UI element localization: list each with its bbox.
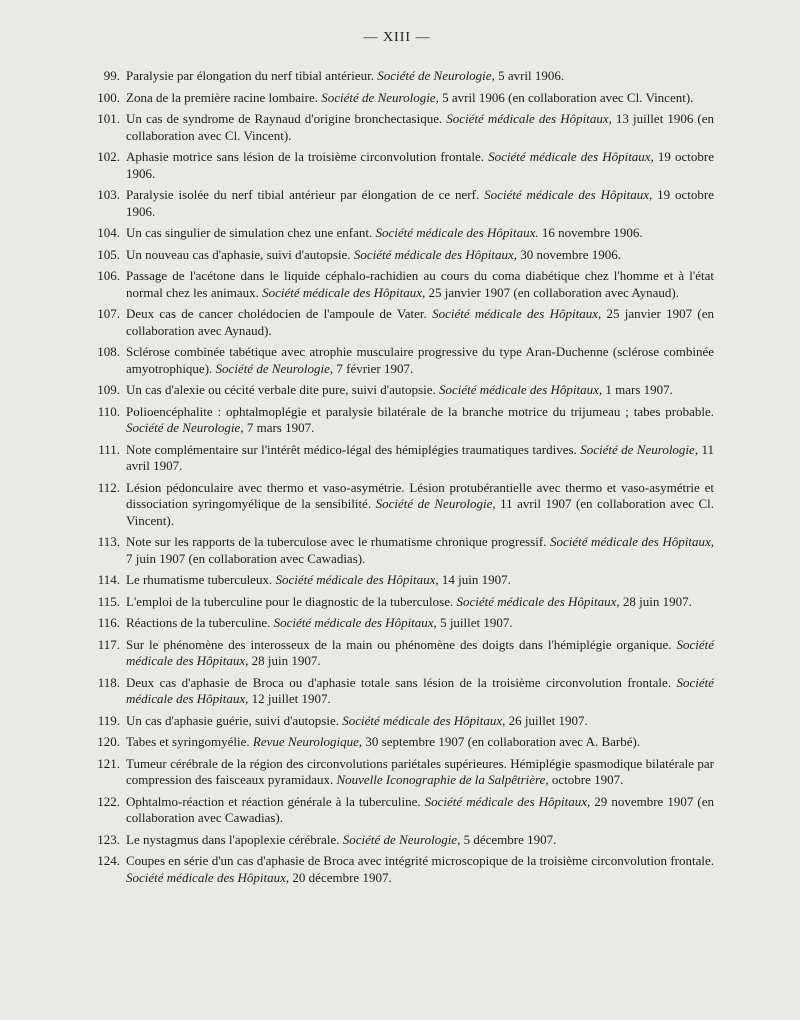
entry-text-segment: Aphasie motrice sans lésion de la troisième circonvolution frontale. (126, 149, 489, 164)
entry-text (126, 615, 714, 632)
journal-citation: Société médicale des Hôpitaux, (262, 284, 426, 300)
entry-text-segment: Note sur les rapports de la tuberculose avec le rhumatisme chronique progressif. (126, 534, 550, 549)
entry-number: 100. (97, 89, 120, 105)
entry-text (126, 247, 714, 264)
bibliography-entry (80, 794, 714, 827)
entry-text-segment: 7 juin 1907 (en collaboration avec Cawadias). (126, 550, 366, 566)
entry-number: 110. (97, 403, 120, 419)
entry-text-segment: Paralysie par élongation du nerf tibial antérieur. (126, 68, 378, 83)
bibliography-entry (80, 90, 714, 107)
entry-number: 113. (97, 534, 120, 549)
entry-number: 124. (97, 853, 120, 868)
entry-text-segment: 13 juillet 1906 (en collaboration avec Cl. Vincent). (126, 111, 715, 143)
entry-text (126, 594, 714, 611)
entry-text-segment: Réactions de la tuberculine. (126, 615, 274, 630)
entry-text-segment: Zona de la première racine lombaire. (126, 89, 322, 105)
journal-citation: Société médicale des Hôpitaux, (549, 534, 715, 549)
journal-citation: Société de Neurologie, (375, 496, 496, 511)
journal-citation: Société médicale des Hôpitaux, (273, 615, 437, 630)
bibliography-entry (80, 534, 714, 567)
bibliography-entry (80, 187, 714, 220)
journal-citation: Société médicale des Hôpitaux, (488, 149, 654, 164)
entry-text-segment: 19 octobre 1906. (126, 187, 715, 219)
entry-number: 119. (97, 712, 120, 728)
entry-text (126, 442, 714, 475)
entry-number: 115. (97, 593, 120, 609)
entry-text-segment: Le rhumatisme tuberculeux. (126, 572, 276, 587)
entry-text (126, 268, 714, 301)
entry-text (126, 713, 714, 730)
entry-text-segment: octobre 1907. (548, 772, 624, 787)
bibliography-entry (80, 442, 714, 475)
bibliography-list (80, 68, 714, 886)
bibliography-entry (80, 404, 714, 437)
entry-number: 107. (97, 306, 120, 321)
entry-number: 106. (97, 268, 120, 283)
entry-number: 118. (97, 674, 120, 690)
journal-citation: Société médicale des Hôpitaux, (484, 187, 653, 202)
entry-number: 117. (97, 636, 120, 652)
entry-text (126, 794, 714, 827)
entry-text-segment: Tumeur cérébrale de la région des circonvolutions pariétales supérieures. Hémiplégie spasmodique bilatérale par compression des faisceaux pyramidaux. (126, 755, 714, 787)
entry-text-segment: Deux cas d'aphasie de Broca ou d'aphasie totale sans lésion de la troisième circonvolution frontale. (126, 674, 677, 690)
entry-number: 104. (97, 225, 120, 240)
entry-text-segment: Paralysie isolée du nerf tibial antérieur par élongation de ce nerf. (126, 187, 485, 202)
entry-text (126, 111, 714, 144)
entry-text-segment: Deux cas de cancer cholédocien de l'ampoule de Vater. (126, 306, 433, 321)
entry-text-segment: 26 juillet 1907. (505, 712, 588, 728)
entry-text-segment: Note complémentaire sur l'intérêt médico-légal des hémiplégies traumatiques tardives. (126, 441, 581, 457)
entry-text-segment: 28 juin 1907. (619, 593, 692, 609)
journal-citation: Société médicale des Hôpitaux, (446, 111, 612, 126)
entry-number: 103. (97, 187, 120, 202)
entry-text (126, 225, 714, 242)
bibliography-entry (80, 111, 714, 144)
entry-text-segment: Polioencéphalite : ophtalmoplégie et paralysie bilatérale de la branche motrice du trijumeau ; tabes probable. (126, 403, 714, 419)
entry-number: 109. (97, 382, 120, 397)
entry-text-segment: 20 décembre 1907. (289, 869, 392, 885)
entry-text-segment: Un cas singulier de simulation chez une enfant. (126, 225, 376, 240)
entry-text-segment: 5 juillet 1907. (436, 615, 513, 630)
entry-text (126, 534, 714, 567)
entry-number: 114. (97, 572, 120, 587)
entry-text (126, 637, 714, 670)
entry-text-segment: 12 juillet 1907. (248, 691, 331, 706)
journal-citation: Société médicale des Hôpitaux, (275, 572, 439, 587)
entry-text-segment: Coupes en série d'un cas d'aphasie de Broca avec intégrité microscopique de la troisième circonvolution frontale. (126, 853, 714, 868)
entry-text-segment: Lésion pédonculaire avec thermo et vaso-asymétrie. Lésion protubérantielle avec thermo et vaso-asymétrie et dissociation syringomyélique de la sensibilité. (126, 479, 714, 511)
bibliography-entry (80, 247, 714, 264)
entry-text-segment: 30 novembre 1906. (516, 246, 621, 262)
entry-text-segment: Un cas de syndrome de Raynaud d'origine bronchectasique. (126, 111, 447, 126)
bibliography-entry (80, 225, 714, 242)
entry-text-segment: Sclérose combinée tabétique avec atrophie musculaire progressive du type Aran-Duchenne (sclérose combinée amyotrophique). (126, 344, 714, 376)
journal-citation: Société médicale des Hôpitaux, (126, 869, 290, 885)
entry-text-segment: Un nouveau cas d'aphasie, suivi d'autopsie. (126, 246, 354, 262)
entry-text (126, 675, 714, 708)
entry-number: 111. (98, 441, 120, 457)
bibliography-entry (80, 344, 714, 377)
journal-citation: Société médicale des Hôpitaux, (456, 593, 620, 609)
journal-citation: Revue Neurologique, (252, 734, 363, 749)
entry-text (126, 756, 714, 789)
entry-text-segment: 25 janvier 1907 (en collaboration avec Aynaud). (425, 284, 679, 300)
entry-text (126, 90, 714, 107)
entry-text (126, 853, 714, 886)
entry-number: 123. (97, 831, 120, 847)
entry-text-segment: Ophtalmo-réaction et réaction générale à la tuberculine. (126, 793, 425, 809)
bibliography-entry (80, 68, 714, 85)
entry-text (126, 832, 714, 849)
bibliography-entry (80, 832, 714, 849)
page-number-header: — XIII — (363, 30, 431, 45)
entry-text (126, 306, 714, 339)
journal-citation: Société médicale des Hôpitaux. (375, 225, 539, 240)
bibliography-entry (80, 572, 714, 589)
bibliography-entry (80, 675, 714, 708)
entry-number: 99. (103, 68, 120, 83)
entry-text (126, 382, 714, 399)
entry-text-segment: 5 décembre 1907. (460, 831, 557, 847)
journal-citation: Société de Neurologie, (580, 441, 699, 457)
entry-text-segment: 5 avril 1906 (en collaboration avec Cl. Vincent). (438, 89, 694, 105)
journal-citation: Société médicale des Hôpitaux, (353, 246, 517, 262)
entry-text-segment: Sur le phénomène des interosseux de la main ou phénomène des doigts dans l'hémiplégie organique. (126, 636, 677, 652)
journal-citation: Société médicale des Hôpitaux, (342, 712, 506, 728)
journal-citation: Société médicale des Hôpitaux, (438, 382, 603, 397)
entry-number: 101. (97, 111, 120, 126)
bibliography-entry (80, 734, 714, 751)
entry-text-segment: 5 avril 1906. (494, 68, 565, 83)
entry-number: 102. (97, 149, 120, 164)
entry-text-segment: 7 février 1907. (333, 360, 414, 376)
bibliography-entry (80, 637, 714, 670)
bibliography-entry (80, 713, 714, 730)
entry-number: 122. (97, 793, 120, 809)
entry-number: 105. (97, 246, 120, 262)
entry-text (126, 404, 714, 437)
entry-number: 121. (97, 755, 120, 771)
entry-text-segment: 19 octobre 1906. (126, 149, 714, 181)
journal-citation: Société de Neurologie, (215, 360, 334, 376)
journal-citation: Société de Neurologie, (126, 420, 244, 435)
entry-number: 120. (97, 734, 120, 749)
journal-citation: Société de Neurologie, (377, 68, 495, 83)
entry-text-segment: Tabes et syringomyélie. (126, 734, 253, 749)
entry-text-segment: Passage de l'acétone dans le liquide céphalo-rachidien au cours du coma diabétique chez l'homme et à l'état normal chez les animaux. (126, 268, 714, 300)
entry-text-segment: 25 janvier 1907 (en collaboration avec Aynaud). (126, 306, 714, 338)
journal-citation: Société médicale des Hôpitaux, (126, 636, 714, 668)
entry-text (126, 68, 714, 85)
entry-text (126, 480, 714, 530)
entry-number: 112. (97, 479, 120, 495)
bibliography-entry (80, 615, 714, 632)
entry-text-segment: 1 mars 1907. (602, 382, 673, 397)
entry-text (126, 187, 714, 220)
entry-text-segment: 28 juin 1907. (248, 653, 321, 668)
bibliography-entry (80, 149, 714, 182)
bibliography-entry (80, 756, 714, 789)
journal-citation: Société médicale des Hôpitaux, (432, 306, 602, 321)
entry-text (126, 149, 714, 182)
journal-citation: Société de Neurologie, (342, 831, 461, 847)
bibliography-entry (80, 853, 714, 886)
entry-text-segment: 14 juin 1907. (438, 572, 511, 587)
entry-number: 108. (97, 344, 120, 359)
entry-text-segment: L'emploi de la tuberculine pour le diagnostic de la tuberculose. (126, 593, 457, 609)
bibliography-entry (80, 594, 714, 611)
entry-text-segment: 29 novembre 1907 (en collaboration avec Cawadias). (126, 793, 714, 825)
entry-text (126, 734, 714, 751)
journal-citation: Société médicale des Hôpitaux, (126, 674, 714, 706)
entry-text-segment: Un cas d'alexie ou cécité verbale dite pure, suivi d'autopsie. (126, 382, 439, 397)
entry-number: 116. (97, 615, 120, 630)
bibliography-entry (80, 382, 714, 399)
bibliography-entry (80, 480, 714, 530)
bibliography-entry (80, 268, 714, 301)
entry-text-segment: 11 avril 1907 (en collaboration avec Cl. Vincent). (126, 496, 714, 528)
bibliography-entry (80, 306, 714, 339)
entry-text (126, 572, 714, 589)
journal-citation: Société de Neurologie, (321, 89, 439, 105)
entry-text-segment: Un cas d'aphasie guérie, suivi d'autopsie. (126, 712, 343, 728)
entry-text-segment: 30 septembre 1907 (en collaboration avec A. Barbé). (362, 734, 641, 749)
entry-text-segment: Le nystagmus dans l'apoplexie cérébrale. (126, 831, 343, 847)
journal-citation: Nouvelle Iconographie de la Salpêtrière, (336, 772, 549, 787)
entry-text-segment: 16 novembre 1906. (538, 225, 643, 240)
journal-citation: Société médicale des Hôpitaux, (424, 793, 591, 809)
entry-text-segment: 7 mars 1907. (243, 420, 315, 435)
entry-text-segment: 11 avril 1907. (126, 441, 714, 473)
entry-text (126, 344, 714, 377)
